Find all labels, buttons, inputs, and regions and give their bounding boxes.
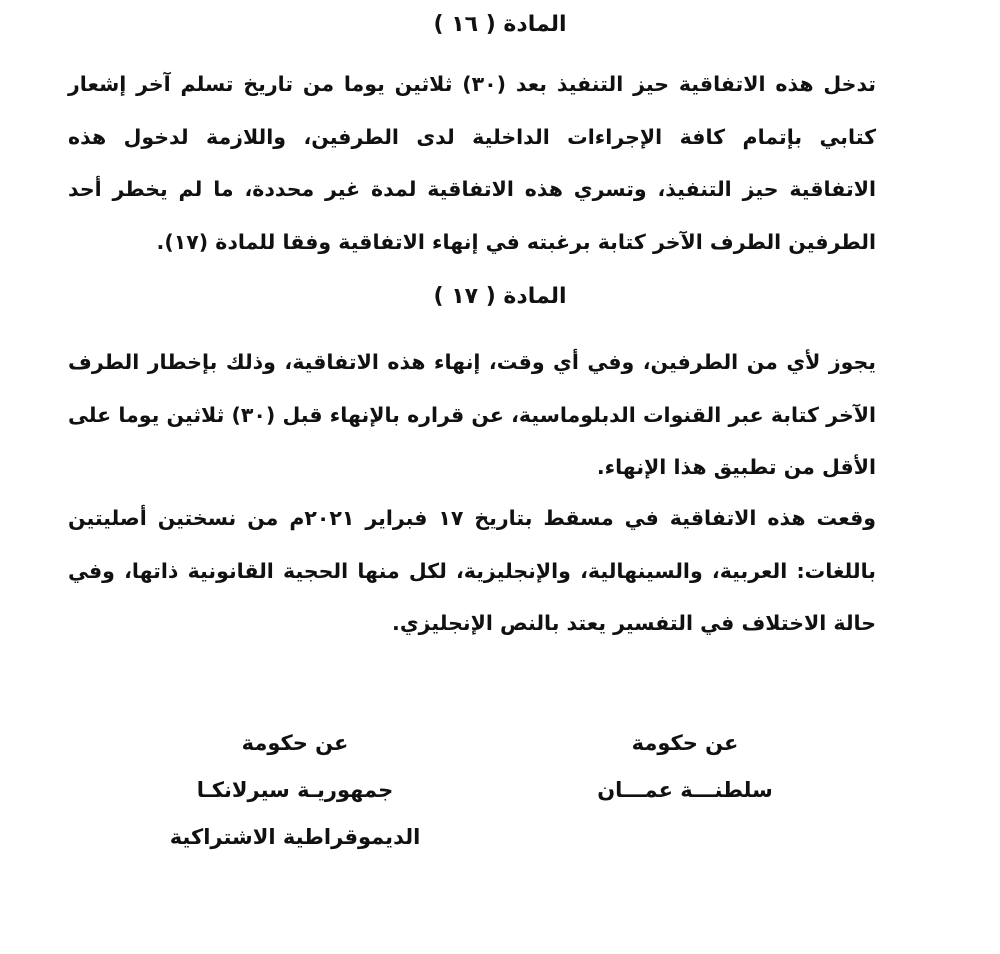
article-17-text: يجوز لأي من الطرفين، وفي أي وقت، إنهاء هذه الاتفاقية، وذلك بإخطار الطرف الآخر كتابة عبر القنوات الدبلوماسية، عن قراره بالإنهاء قبل (٣٠) ثلاثين يوما على الأقل من تطبيق هذا الإنهاء.	[68, 350, 877, 479]
signing-clause: وقعت هذه الاتفاقية في مسقط بتاريخ ١٧ فبراير ٢٠٢١م من نسختين أصليتين باللغات: العربية، والسينهالية، والإنجليزية، لكل منها الحجية القانونية ذاتها، وفي حالة الاختلاف في التفسير يعتد بالنص الإنجليزي.	[68, 506, 876, 635]
sri-lanka-republic-descriptor: الديموقراطية الاشتراكية	[169, 825, 421, 849]
article-16-text: تدخل هذه الاتفاقية حيز التنفيذ بعد (٣٠) ثلاثين يوما من تاريخ تسلم آخر إشعار كتابي بإتمام كافة الإجراءات الداخلية لدى الطرفين، واللازمة لدخول هذه الاتفاقية حيز التنفيذ، وتسري هذه الاتفاقية لمدة غير محددة، ما لم يخطر أحد الطرفين الطرف الآخر كتابة برغبته في إنهاء الاتفاقية وفقا للمادة (١٧).	[68, 72, 876, 254]
article-16-heading: المادة ( ١٦ )	[433, 12, 567, 37]
oman-on-behalf-label: عن حكومة	[631, 731, 739, 755]
signature-block-sri-lanka	[130, 720, 460, 861]
sri-lanka-on-behalf-label: عن حكومة	[241, 731, 349, 755]
signature-block-oman	[590, 720, 780, 814]
sri-lanka-republic-name: جمهوريـة سيرلانكـا	[196, 778, 394, 802]
oman-government-name: سلطنـــة عمـــان	[597, 778, 773, 802]
article-17-heading: المادة ( ١٧ )	[433, 284, 567, 309]
